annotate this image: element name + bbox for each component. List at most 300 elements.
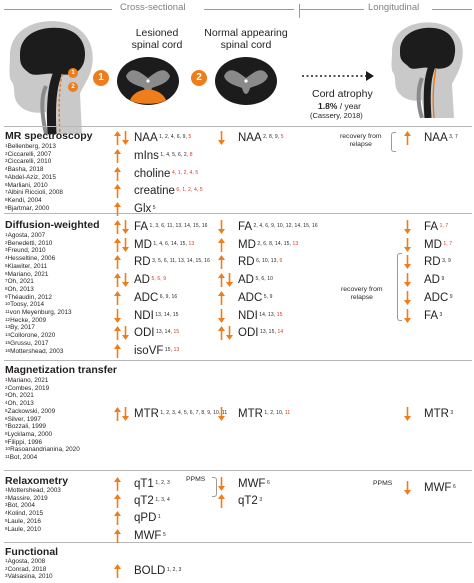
metric-les-adc — [114, 291, 177, 305]
header-rule-mid — [204, 9, 294, 10]
metric-name: MD — [424, 239, 442, 251]
metric-refs: 5 — [151, 205, 156, 211]
metric-lon-mwf — [404, 481, 456, 495]
arrow-down-icon — [404, 291, 411, 305]
arrow-down-icon — [122, 407, 129, 421]
metric-name: NAA — [238, 132, 262, 144]
arrow-down-icon — [122, 273, 129, 287]
section-separator-mrs — [4, 126, 472, 127]
section-title-dw: Diffusion-weighted — [5, 219, 100, 231]
ref-item: $^3$Freund, 2010 — [5, 247, 46, 255]
metric-refs: 1, 3, 6, 11, 13, 14, 15, 16 — [148, 223, 208, 229]
arrow-up-icon — [114, 407, 121, 421]
ref-item: $^5$Laule, 2016 — [5, 517, 41, 525]
metric-les-odi — [114, 326, 179, 340]
metric-label — [238, 239, 298, 251]
lesion-circle-1: 1 — [93, 70, 109, 86]
metric-name: choline — [134, 168, 171, 180]
metric-refs: 1, 3, 4 — [153, 497, 170, 503]
ref-item: $^5$Abdel-Aziz, 2015 — [5, 173, 56, 181]
ref-item: $^2$Ciccarelli, 2007 — [5, 150, 52, 158]
metric-refs: 5, 6, 9 — [151, 276, 167, 282]
head-marker-2: 2 — [68, 82, 78, 92]
arrow-up-icon — [114, 220, 121, 234]
trend-arrows — [114, 494, 129, 508]
metric-label — [134, 495, 170, 507]
ref-item: $^{11}$von Meyenburg, 2013 — [5, 309, 72, 317]
metric-label — [134, 203, 156, 215]
arrow-down-icon — [218, 220, 225, 234]
metric-name: MD — [238, 239, 256, 251]
ref-item: $^1$Agosta, 2007 — [5, 232, 46, 239]
trend-arrows — [404, 481, 419, 495]
normal-appearing-title: Normal appearing spinal cord — [204, 27, 288, 51]
metric-name: NAA — [134, 132, 158, 144]
metric-refs: 9 — [439, 276, 445, 282]
metric-refs: 1, 7 — [443, 241, 453, 247]
trend-arrows — [114, 477, 129, 491]
ref-item: $^4$Kolind, 2015 — [5, 510, 44, 518]
trend-arrows — [218, 309, 233, 323]
metric-refs: 2, 4, 6, 9, 10, 12, 14, 15, 16 — [252, 223, 318, 229]
metric-nor-fa — [218, 220, 318, 234]
metric-refs: 5, 9 — [262, 294, 273, 300]
arrow-up-icon — [114, 564, 121, 578]
ref-item: $^8$Lycklama, 2000 — [5, 430, 53, 438]
metric-refs: 3, 7 — [447, 134, 458, 140]
metric-label — [134, 565, 181, 577]
ref-item: $^6$Silver, 1997 — [5, 415, 41, 423]
trend-arrows — [114, 220, 129, 234]
refs-mrs — [5, 143, 63, 212]
metric-name: creatine — [134, 185, 175, 197]
atrophy-rate — [318, 101, 361, 111]
ref-item: $^{10}$Toosy, 2014 — [5, 301, 45, 309]
metric-label — [238, 132, 284, 144]
trend-arrows — [114, 238, 129, 252]
metric-nor-naa — [218, 131, 284, 145]
metric-label — [134, 345, 179, 357]
arrow-up-icon — [114, 202, 121, 216]
ref-item: $^9$Théaudin, 2012 — [5, 293, 52, 301]
header-longitudinal: Longitudinal — [368, 2, 420, 13]
note-recovery-mrs: recovery from relapse — [340, 133, 382, 148]
arrow-down-icon — [404, 255, 411, 269]
metric-nor-qt2 — [218, 494, 262, 508]
metric-refs: 6, 9, 16 — [158, 294, 178, 300]
ref-item: $^2$Benedetti, 2010 — [5, 239, 53, 247]
arrow-down-icon — [218, 477, 225, 491]
header-rule-mid2 — [300, 9, 364, 10]
ref-item: $^1$Mottershead, 2003 — [5, 487, 61, 494]
metric-name: qT2 — [238, 495, 258, 507]
header-rule-left — [4, 9, 112, 10]
arrow-up-icon — [114, 238, 121, 252]
metric-label — [238, 292, 273, 304]
trend-arrows — [114, 564, 129, 578]
metric-name: AD — [134, 274, 150, 286]
metric-name: MWF — [238, 478, 266, 490]
arrow-down-icon — [404, 238, 411, 252]
metric-les-choline — [114, 167, 198, 181]
trend-arrows — [218, 131, 233, 145]
ref-item: $^{15}$Grussu, 2017 — [5, 339, 49, 347]
metric-name: RD — [134, 256, 151, 268]
arrow-down-icon — [404, 309, 411, 323]
ref-item: $^2$Massire, 2019 — [5, 494, 48, 502]
metric-label — [238, 256, 282, 268]
section-separator-dw — [4, 213, 472, 214]
metric-label — [238, 221, 318, 233]
metric-refs: 3 — [438, 312, 443, 318]
metric-refs: 13, 14, 15 — [154, 329, 180, 335]
ref-item: $^3$Valsasina, 2010 — [5, 573, 53, 581]
ref-item: $^6$Marliani, 2010 — [5, 181, 48, 189]
metric-nor-rd — [218, 255, 282, 269]
metric-label — [134, 132, 191, 144]
ref-item: $^2$Conrad, 2018 — [5, 565, 47, 573]
ref-item: $^4$Basha, 2018 — [5, 166, 44, 174]
metric-les-glx — [114, 202, 156, 216]
arrow-down-icon — [226, 326, 233, 340]
metric-name: RD — [238, 256, 255, 268]
cord-atrophy-title: Cord atrophy — [312, 88, 373, 100]
metric-lon-md — [404, 238, 452, 252]
metric-lon-adc — [404, 291, 453, 305]
metric-name: MTR — [238, 408, 263, 420]
head-sagittal-illustration-right — [384, 18, 474, 118]
refs-dw — [5, 232, 72, 355]
trend-arrows — [218, 407, 233, 421]
metric-refs: 14, 13, 15 — [257, 312, 283, 318]
arrow-down-icon — [122, 131, 129, 145]
metric-lon-rd — [404, 255, 451, 269]
metric-les-qt2 — [114, 494, 170, 508]
ref-item: $^1$Bellenberg, 2013 — [5, 143, 56, 150]
metric-name: ADC — [238, 292, 263, 304]
section-separator-fn — [4, 542, 472, 543]
metric-nor-md — [218, 238, 298, 252]
metric-label — [134, 150, 193, 162]
metric-refs: 1, 2, 3 — [165, 567, 182, 573]
arrow-down-icon — [404, 481, 411, 495]
metric-name: FA — [238, 221, 253, 233]
metric-les-ad — [114, 273, 166, 287]
trend-arrows — [218, 273, 233, 287]
ref-item: $^7$Oh, 2021 — [5, 278, 34, 286]
brace-recovery-mrs — [391, 132, 396, 152]
metric-name: qT2 — [134, 495, 154, 507]
refs-mt — [5, 377, 80, 462]
ref-item: $^5$Klawiter, 2011 — [5, 262, 48, 270]
trend-arrows — [404, 273, 419, 287]
metric-les-creatine — [114, 184, 203, 198]
metric-lon-fa2 — [404, 309, 442, 323]
lesion-circle-2: 2 — [191, 70, 207, 86]
arrow-up-icon — [218, 291, 225, 305]
metric-nor-ad — [218, 273, 273, 287]
metric-les-fa — [114, 220, 207, 234]
ref-item: $^1$Agosta, 2008 — [5, 558, 46, 565]
metric-label — [134, 408, 227, 420]
metric-les-qt1 — [114, 477, 170, 491]
ref-item: $^{13}$By, 2017 — [5, 324, 35, 332]
metric-label — [238, 495, 262, 507]
metric-label — [424, 408, 453, 420]
arrow-up-icon — [114, 184, 121, 198]
trend-arrows — [218, 291, 233, 305]
metric-name: ODI — [134, 327, 155, 339]
ref-item: $^2$Combes, 2019 — [5, 384, 50, 392]
metric-les-ndi — [114, 309, 179, 323]
arrow-up-icon — [114, 477, 121, 491]
section-title-mrs: MR spectroscopy — [5, 130, 93, 142]
arrow-down-icon — [122, 326, 129, 340]
refs-rel — [5, 487, 61, 533]
metric-label — [238, 327, 283, 339]
metric-refs: 6 — [451, 484, 456, 490]
ref-item: $^7$Albini Riccioli, 2008 — [5, 189, 63, 197]
section-title-fn: Functional — [5, 546, 59, 558]
lesioned-spinal-cord-title: Lesioned spinal cord — [131, 27, 183, 51]
header-cross-sectional: Cross-sectional — [120, 2, 186, 13]
arrow-down-icon — [404, 273, 411, 287]
arrow-down-icon — [218, 407, 225, 421]
metric-name: isoVF — [134, 345, 164, 357]
metric-refs: 13, 15, 14 — [258, 329, 284, 335]
metric-les-qpd — [114, 511, 161, 525]
ref-item: $^3$Ciccarelli, 2010 — [5, 158, 52, 166]
metric-refs: 3, 9 — [440, 258, 451, 264]
trend-arrows — [114, 255, 129, 269]
arrow-down-icon — [218, 309, 225, 323]
metric-refs: 1, 7 — [439, 223, 449, 229]
brace-recovery-dw — [397, 253, 402, 321]
trend-arrows — [114, 202, 129, 216]
metric-name: FA — [424, 221, 439, 233]
metric-label — [134, 512, 161, 524]
metric-label — [424, 132, 458, 144]
ref-item: $^4$Hesseltine, 2006 — [5, 255, 56, 263]
metric-lon-fa — [404, 220, 448, 234]
metric-label — [134, 274, 166, 286]
metric-label — [238, 274, 273, 286]
arrow-up-icon — [218, 238, 225, 252]
metric-label — [238, 310, 283, 322]
arrow-down-icon — [404, 220, 411, 234]
metric-refs: 1, 2, 4, 6, 9, 5 — [157, 134, 192, 140]
arrow-up-icon — [114, 511, 121, 525]
metric-nor-mtr — [218, 407, 290, 421]
metric-label — [134, 530, 166, 542]
metric-label — [424, 221, 448, 233]
metric-name: ODI — [238, 327, 259, 339]
section-separator-rel — [4, 470, 472, 471]
metric-label — [134, 256, 210, 268]
refs-fn — [5, 558, 53, 581]
metric-refs: 5, 6, 10 — [253, 276, 273, 282]
metric-label — [134, 168, 198, 180]
metric-refs: 3, 5, 6, 11, 13, 14, 15, 16 — [150, 258, 211, 264]
metric-name: AD — [424, 274, 440, 286]
ref-item: $^9$Bjartmar, 2000 — [5, 204, 50, 212]
note-ppms-les: PPMS — [186, 476, 206, 483]
metric-refs: 1, 2, 3 — [153, 480, 170, 486]
metric-refs: 1, 2, 3, 4, 5, 6, 7, 8, 9, 10, 11 — [158, 410, 228, 416]
metric-refs: 15, 13 — [163, 347, 180, 353]
arrow-up-icon — [218, 326, 225, 340]
arrow-down-icon — [122, 220, 129, 234]
metric-name: qT1 — [134, 478, 154, 490]
ref-item: $^{14}$Collorone, 2020 — [5, 332, 56, 340]
metric-refs: 9 — [448, 294, 453, 300]
metric-les-mwf — [114, 529, 166, 543]
trend-arrows — [114, 291, 129, 305]
trend-arrows — [218, 326, 233, 340]
section-title-rel: Relaxometry — [5, 475, 69, 487]
ref-item: $^{16}$Mottershead, 2003 — [5, 347, 64, 355]
ref-item: $^6$Mariano, 2021 — [5, 270, 49, 278]
metric-refs: 1, 4, 5, 6, 2, 8 — [158, 152, 193, 158]
metric-name: RD — [424, 256, 441, 268]
metric-name: FA — [134, 221, 149, 233]
trend-arrows — [404, 407, 419, 421]
metric-label — [134, 239, 194, 251]
metric-refs: 3 — [257, 497, 263, 503]
section-title-mt: Magnetization transfer — [5, 364, 118, 376]
metric-les-md — [114, 238, 194, 252]
metric-lon-naa — [404, 131, 458, 145]
metric-label — [134, 292, 177, 304]
metric-name: MTR — [424, 408, 449, 420]
arrow-up-icon — [404, 131, 411, 145]
arrow-down-icon — [226, 273, 233, 287]
ref-item: $^4$Oh, 2013 — [5, 400, 34, 408]
trend-arrows — [114, 511, 129, 525]
ref-item: $^9$Filippi, 1996 — [5, 438, 43, 446]
trend-arrows — [114, 529, 129, 543]
metric-name: NDI — [238, 310, 258, 322]
metric-label — [424, 274, 444, 286]
arrow-up-icon — [114, 273, 121, 287]
metric-refs: 2, 8, 9, 5 — [261, 134, 284, 140]
atrophy-ref: (Cassery, 2018) — [310, 111, 363, 120]
metric-label — [238, 478, 270, 490]
metric-name: ADC — [134, 292, 159, 304]
metric-name: ADC — [424, 292, 449, 304]
trend-arrows — [218, 220, 233, 234]
metric-refs: 1, 2, 10, 11 — [262, 410, 291, 416]
arrow-up-icon — [114, 149, 121, 163]
metric-name: AD — [238, 274, 254, 286]
ref-item: $^8$Kendi, 2004 — [5, 196, 42, 204]
trend-arrows — [114, 273, 129, 287]
metric-refs: 6, 1, 2, 4, 5 — [176, 187, 203, 193]
ref-item: $^3$Oh, 2021 — [5, 392, 34, 400]
metric-name: qPD — [134, 512, 157, 524]
metric-label — [134, 310, 179, 322]
ref-item: $^8$Oh, 2013 — [5, 285, 34, 293]
metric-refs: 1, 4, 6, 14, 15, 13 — [151, 241, 195, 247]
metric-name: MD — [134, 239, 152, 251]
metric-label — [424, 292, 453, 304]
metric-refs: 6, 10, 13, 6 — [254, 258, 283, 264]
arrow-up-icon — [114, 326, 121, 340]
metric-refs: 2, 6, 8, 14, 15, 13 — [255, 241, 299, 247]
metric-nor-adc — [218, 291, 273, 305]
metric-label — [424, 239, 452, 251]
trend-arrows — [114, 326, 129, 340]
metric-les-isovf — [114, 344, 179, 358]
metric-name: NDI — [134, 310, 154, 322]
metric-lon-mtr — [404, 407, 453, 421]
metric-label — [424, 256, 451, 268]
metric-name: Glx — [134, 203, 152, 215]
arrow-down-icon — [404, 407, 411, 421]
ref-item: $^1$Mariano, 2021 — [5, 377, 49, 384]
metric-label — [424, 310, 442, 322]
metric-les-rd — [114, 255, 210, 269]
metric-name: MTR — [134, 408, 159, 420]
metric-nor-odi — [218, 326, 283, 340]
metric-les-mins — [114, 149, 193, 163]
section-separator-mt — [4, 360, 472, 361]
arrow-up-icon — [114, 291, 121, 305]
metric-refs: 6 — [265, 480, 270, 486]
metric-name: MWF — [424, 482, 452, 494]
arrow-up-icon — [218, 273, 225, 287]
trend-arrows — [218, 255, 233, 269]
arrow-down-icon — [114, 309, 121, 323]
atrophy-rate-value: 1.8% — [318, 101, 338, 111]
metric-name: FA — [424, 310, 439, 322]
note-ppms-lon: PPMS — [373, 480, 393, 487]
trend-arrows — [114, 407, 129, 421]
metric-refs: 1 — [156, 514, 161, 520]
metric-les-bold — [114, 564, 181, 578]
metric-les-naa — [114, 131, 191, 145]
trend-arrows — [404, 220, 419, 234]
metric-refs: 13, 14, 15 — [153, 312, 179, 318]
header-rule-right — [432, 9, 472, 10]
trend-arrows — [404, 309, 419, 323]
arrow-up-icon — [114, 344, 121, 358]
metric-label — [134, 478, 170, 490]
arrow-up-icon — [114, 529, 121, 543]
metric-name: MWF — [134, 530, 162, 542]
metric-refs: 3 — [448, 410, 454, 416]
trend-arrows — [404, 131, 419, 145]
metric-nor-mwf — [218, 477, 270, 491]
trend-arrows — [114, 344, 129, 358]
metric-name: mIns — [134, 150, 159, 162]
metric-label — [238, 408, 290, 420]
metric-les-mtr — [114, 407, 227, 421]
ref-item: $^5$Zackowski, 2009 — [5, 407, 56, 415]
metric-refs: 5 — [161, 532, 166, 538]
header-divider — [299, 4, 300, 18]
trend-arrows — [114, 149, 129, 163]
dotted-arrow — [300, 70, 376, 82]
metric-name: NAA — [424, 132, 448, 144]
metric-lon-ad — [404, 273, 444, 287]
arrow-up-icon — [114, 494, 121, 508]
trend-arrows — [218, 494, 233, 508]
trend-arrows — [218, 238, 233, 252]
metric-label — [134, 327, 179, 339]
trend-arrows — [114, 309, 129, 323]
arrow-up-icon — [218, 494, 225, 508]
